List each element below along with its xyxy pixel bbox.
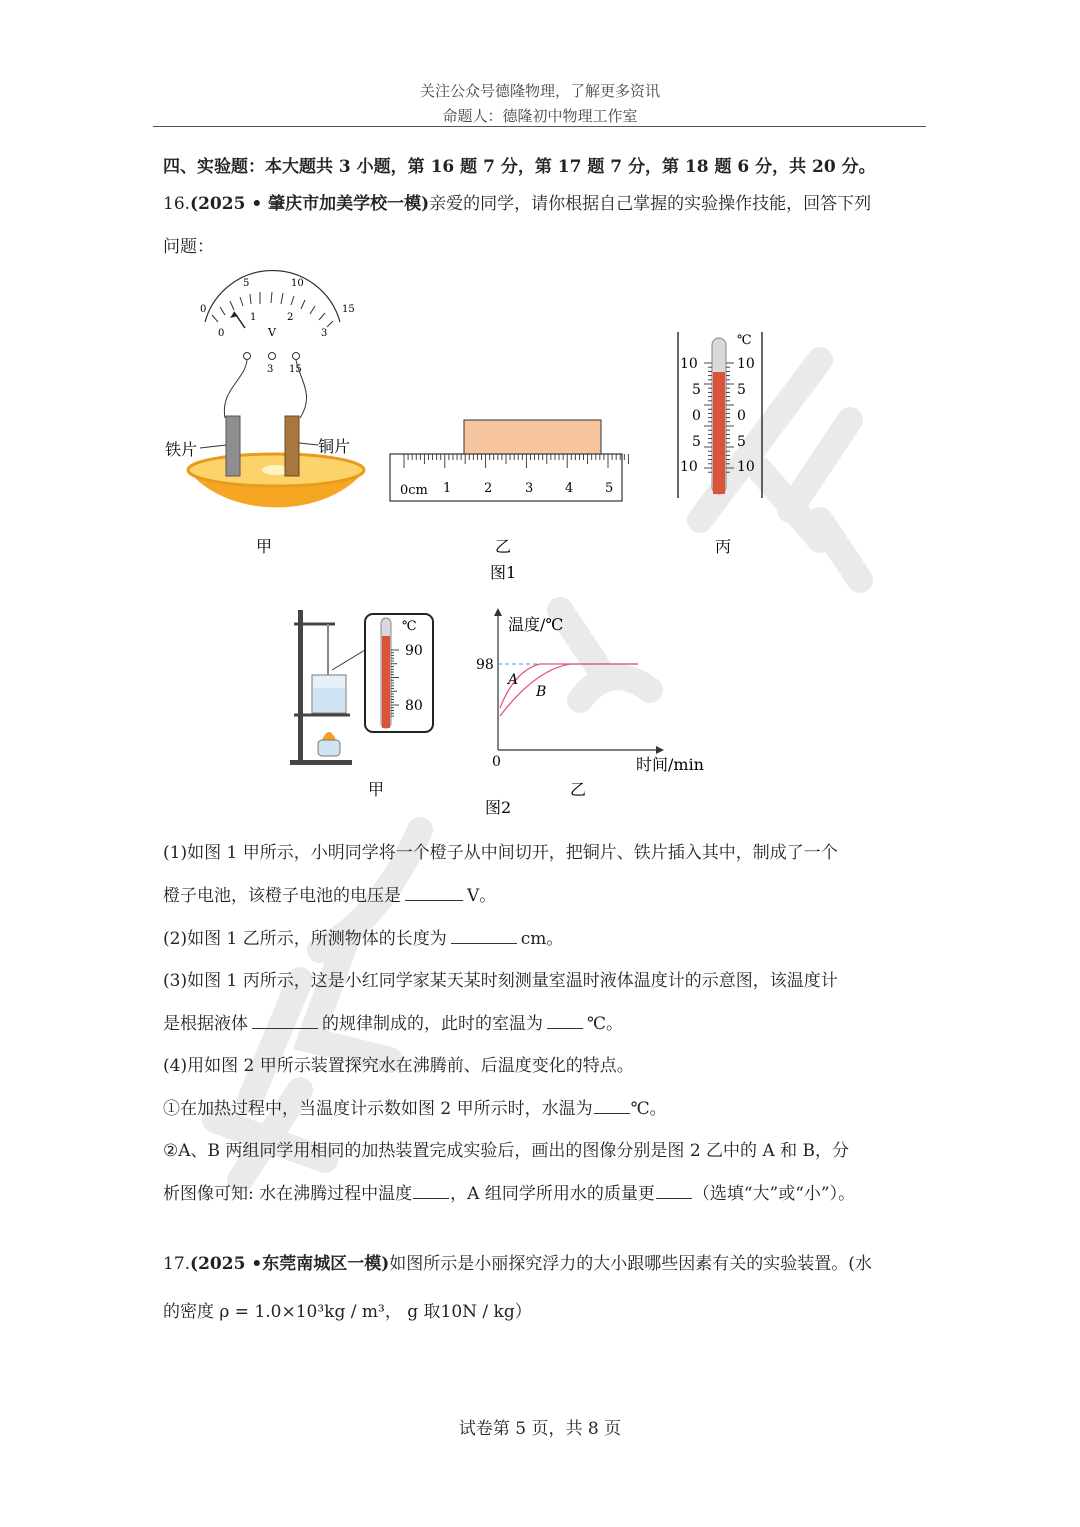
q17-stem-line-1 (163, 1253, 872, 1275)
bing-unit: ℃ (737, 333, 752, 348)
q16-p4-2-line-b (163, 1183, 855, 1205)
bing-l-5b: 5 (692, 434, 701, 450)
ruler-3: 3 (525, 481, 534, 496)
vm-top-15: 15 (342, 304, 355, 315)
q17-stem-a: 如图所示是小丽探究浮力的大小跟哪些因素有关的实验装置。(水 (389, 1254, 872, 1274)
fig1-jia-voltmeter (200, 271, 355, 418)
fig2-jia-label: 甲 (368, 780, 385, 799)
q16-p3-line-a: (3)如图 1 丙所示，这是小红同学家某天某时刻测量室温时液体温度计的示意图，该温度计 (163, 971, 838, 991)
graph-ylabel: 温度/℃ (508, 615, 564, 634)
q17-source: (2025 •东莞南城区一模) (190, 1254, 390, 1274)
fig1-bing-label: 丙 (715, 537, 732, 556)
bing-l-0: 0 (692, 408, 701, 424)
q16-p3-blank-1[interactable] (252, 1014, 318, 1029)
ruler-4: 4 (565, 481, 574, 496)
fig1-bing-thermometer (678, 332, 762, 556)
bing-l-5a: 5 (692, 382, 701, 398)
q16-p3-blank-2[interactable] (547, 1014, 583, 1029)
header-line-1: 关注公众号德隆物理，了解更多资讯 (419, 82, 660, 100)
fig2-caption: 图2 (485, 798, 512, 817)
bing-l-10a: 10 (680, 356, 698, 372)
vm-top-0: 0 (200, 304, 207, 315)
q16-stem-line-1 (163, 193, 871, 215)
fig2-yi-graph (476, 608, 704, 799)
bing-r-5a: 5 (737, 382, 746, 398)
vm-bot-0: 0 (218, 328, 225, 339)
ruler-0: 0cm (400, 483, 428, 498)
q16-p2-unit: cm。 (520, 929, 564, 949)
q17-stem-line-2: 的密度 ρ = 1.0×10³kg / m³， g 取10N / kg） (163, 1302, 532, 1322)
q16-number: 16. (163, 194, 191, 214)
q16-p4-2-text-a: 析图像可知: 水在沸腾过程中温度 (163, 1184, 413, 1204)
q16-p3-text-b: 的规律制成的，此时的室温为 (322, 1014, 543, 1034)
q16-p3-unit: ℃。 (587, 1014, 624, 1034)
graph-origin: 0 (492, 754, 501, 770)
q16-p3-line-b (163, 1013, 623, 1035)
ruler-1: 1 (443, 481, 452, 496)
vm-bot-2: 2 (287, 312, 294, 323)
bing-r-0: 0 (737, 408, 746, 424)
curve-b (500, 664, 638, 716)
copper-label: 铜片 (318, 437, 351, 456)
vm-letter: V (268, 326, 276, 339)
fig2-yi-label: 乙 (570, 780, 587, 799)
bing-r-10a: 10 (737, 356, 755, 372)
q16-p2-line (163, 928, 563, 950)
q16-p4-2-text-b: ，A 组同学所用水的质量更 (450, 1184, 655, 1204)
ruler-2: 2 (484, 481, 493, 496)
q16-p1-text: 橙子电池，该橙子电池的电压是 (163, 886, 401, 906)
fig1-jia-orange (165, 416, 365, 556)
header-line-2: 命题人：德隆初中物理工作室 (442, 107, 638, 125)
iron-label: 铁片 (165, 440, 198, 459)
fig2-unit: ℃ (402, 619, 417, 634)
fig2-jia-apparatus (290, 610, 433, 799)
q16-p4-1-blank[interactable] (594, 1099, 630, 1114)
fig2-mark-90: 90 (405, 643, 423, 659)
q16-stem-a: 亲爱的同学，请你根据自己掌握的实验操作技能，回答下列 (429, 194, 872, 214)
q16-p3-text-a: 是根据液体 (163, 1014, 248, 1034)
ruler-5: 5 (605, 481, 614, 496)
vm-bot-3: 3 (321, 328, 328, 339)
curve-b-label: B (536, 684, 547, 700)
q16-source: (2025 • 肇庆市加美学校一模) (190, 194, 430, 214)
q16-p4-1-line (163, 1098, 667, 1120)
bing-r-5b: 5 (737, 434, 746, 450)
fig1-caption: 图1 (490, 563, 517, 582)
fig2-mark-80: 80 (405, 698, 423, 714)
bing-l-10b: 10 (680, 459, 698, 475)
q16-p2-text: (2)如图 1 乙所示，所测物体的长度为 (163, 929, 447, 949)
bing-r-10b: 10 (737, 459, 755, 475)
q16-p2-blank[interactable] (451, 929, 517, 944)
section-title: 四、实验题：本大题共 3 小题，第 16 题 7 分，第 17 题 7 分，第 18 题 6 分，共 20 分。 (163, 157, 876, 177)
q16-stem-line-2: 问题： (163, 237, 214, 257)
q16-p4-1-unit: ℃。 (630, 1099, 667, 1119)
vm-top-5: 5 (243, 278, 250, 289)
q16-p1-line-a: (1)如图 1 甲所示，小明同学将一个橙子从中间切开，把铜片、铁片插入其中，制成了一个 (163, 843, 838, 863)
vm-top-10: 10 (291, 278, 304, 289)
figure-1 (150, 270, 950, 590)
q16-p4-1-text: ①在加热过程中，当温度计示数如图 2 甲所示时，水温为 (163, 1099, 593, 1119)
fig1-jia-label: 甲 (256, 537, 273, 556)
q17-number: 17. (163, 1254, 191, 1274)
fig1-yi-ruler (390, 420, 628, 556)
graph-98: 98 (476, 657, 494, 673)
q16-p4-2-blank-2[interactable] (656, 1184, 692, 1199)
page-footer: 试卷第 5 页，共 8 页 (458, 1419, 622, 1439)
curve-a-label: A (508, 672, 519, 688)
q16-p1-unit: V。 (467, 886, 497, 906)
curve-a (500, 664, 638, 708)
q16-p4-2-line-a: ②A、B 两组同学用相同的加热装置完成实验后，画出的图像分别是图 2 乙中的 A 和 B，分 (163, 1141, 850, 1161)
q16-p4-2-blank-1[interactable] (413, 1184, 449, 1199)
q16-p1-line-b (163, 885, 496, 907)
q16-p4-line: (4)用如图 2 甲所示装置探究水在沸腾前、后温度变化的特点。 (163, 1056, 634, 1076)
graph-xlabel: 时间/min (636, 755, 704, 774)
header-divider (153, 126, 926, 127)
vm-term-15: 15 (289, 364, 302, 375)
vm-term-3: 3 (267, 364, 274, 375)
figure-2 (280, 600, 740, 825)
vm-bot-1: 1 (250, 312, 257, 323)
fig1-yi-label: 乙 (495, 537, 512, 556)
q16-p1-blank[interactable] (405, 886, 463, 901)
q16-p4-2-text-c: （选填“大”或“小”）。 (692, 1184, 856, 1204)
